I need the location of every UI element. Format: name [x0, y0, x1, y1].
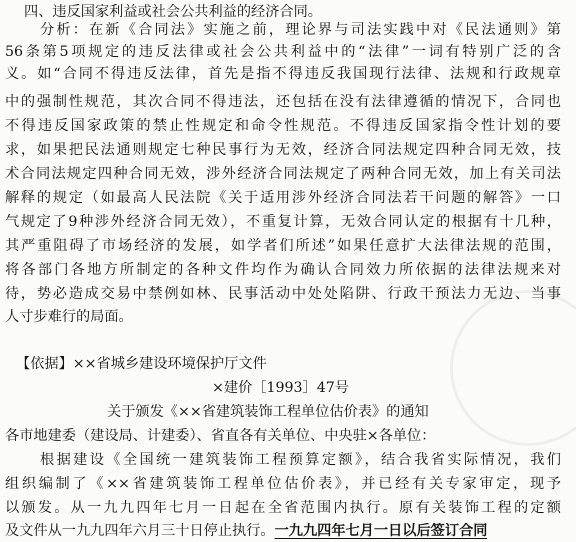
analysis-line: 待，势必造成交易中禁例如林、民事活动中处处陷阱、行政干预法力无边、当事 [5, 286, 561, 302]
recipients: 各市地建委（建设局、计建委）、省直各有关单位、中央驻×各单位： [5, 428, 436, 444]
notice-title: 关于颁发《××省建筑装饰工程单位估价表》的通知 [107, 404, 429, 420]
analysis-line: 中的强制性规范，其次合同不得违法，还包括在没有法律遵循的情况下，合同也 [5, 94, 561, 110]
section-heading: 四、违反国家利益或社会公共利益的经济合同。 [24, 4, 322, 20]
analysis-line: 其严重阻碍了市场经济的发展，如学者们所述”如果任意扩大法律法规的范围， [5, 238, 561, 254]
analysis-line: 56条第5项规定的违反法律或社会公共利益中的“法律”一词有特别广泛的含 [5, 44, 561, 60]
analysis-line: 不得违反国家政策的禁止性规定和命令性规范。不得违反国家指令性计划的要 [5, 118, 561, 134]
doc-number: ×建价［1993］47号 [212, 380, 349, 396]
body-line: 根据建设《全国统一建筑装饰工程预算定额》，结合我省实际情况，我们 [40, 452, 561, 468]
analysis-line: 气规定了9种涉外经济合同无效），不重复计算，无效合同认定的根据有十几种， [5, 214, 561, 230]
analysis-line: 义。如“合同不得违反法律，首先是指不得违反我国现行法律、法规和行政规章 [5, 66, 561, 82]
underlined-tail: 一九九四年七月一日以后签订合同 [274, 523, 488, 539]
faint-seal-watermark [450, 290, 576, 446]
basis-intro: 【依据】××省城乡建设环境保护厅文件 [16, 356, 267, 372]
analysis-line: 将各部门各地方所制定的各种文件均作为确认合同效力所依据的法律法规来对 [5, 262, 561, 278]
body-line: 以颁发。从一九九四年七月一日起在全省范围内执行。原有关装饰工程的定额 [5, 500, 561, 516]
body-line: 组织编制了《××省建筑装饰工程单位估价表》，并已经有关专家审定，现予 [5, 476, 561, 492]
analysis-line: 术合同法规定四种合同无效，涉外经济合同法规定了两种合同无效，加上有关司法 [5, 166, 561, 182]
analysis-line: 分析：在新《合同法》实施之前，理论界与司法实践中对《民法通则》第 [40, 22, 561, 38]
analysis-line: 人寸步难行的局面。 [5, 309, 133, 325]
body-line [5, 523, 487, 540]
body-line-text: 及文件从一九九四年六月三十日停止执行。 [5, 523, 275, 539]
analysis-line: 求，如果把民法通则规定七种民事行为无效，经济合同法规定四种合同无效，技 [5, 142, 561, 158]
analysis-line: 解释的规定（如最高人民法院《关于适用涉外经济合同法若干问题的解答》一口 [5, 190, 561, 206]
